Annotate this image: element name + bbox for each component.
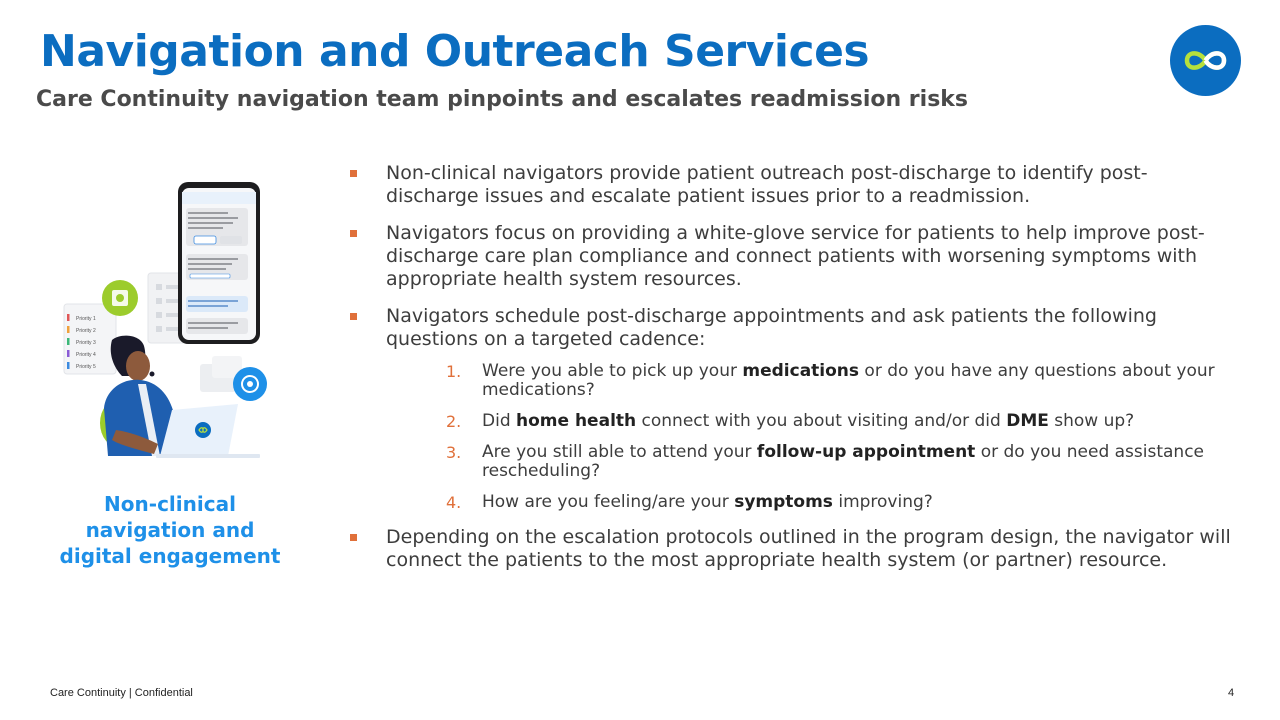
square-bullet-icon bbox=[350, 534, 357, 541]
phone-illustration bbox=[178, 182, 260, 344]
navigator-illustration bbox=[60, 178, 280, 463]
caption-line-2: navigation and bbox=[85, 518, 255, 542]
brain-gear-badge-icon bbox=[233, 367, 267, 401]
navigator-person bbox=[100, 336, 176, 456]
question-keyword: follow-up appointment bbox=[756, 442, 976, 462]
question-text: Are you still able to attend your bbox=[482, 442, 757, 462]
question-keyword: symptoms bbox=[734, 492, 833, 512]
question-item bbox=[446, 412, 1240, 431]
priority-1-label: Priority 1 bbox=[76, 316, 96, 322]
bullet-item bbox=[350, 162, 1240, 208]
question-list bbox=[386, 362, 1240, 512]
bullet-text: Navigators schedule post-discharge appointments and ask patients the following questions on a targeted cadence: bbox=[386, 305, 1157, 350]
page-subtitle: Care Continuity navigation team pinpoints and escalates readmission risks bbox=[36, 87, 969, 112]
services-bullet-list bbox=[350, 162, 1240, 586]
infinity-logo-icon bbox=[1170, 25, 1241, 96]
question-keyword: DME bbox=[1006, 411, 1049, 431]
page-title: Navigation and Outreach Services bbox=[40, 26, 870, 77]
question-text: How are you feeling/are your bbox=[482, 492, 735, 512]
question-text: show up? bbox=[1048, 411, 1135, 431]
square-bullet-icon bbox=[350, 170, 357, 177]
question-keyword: home health bbox=[516, 411, 637, 431]
question-item bbox=[446, 493, 1240, 512]
caption-line-1: Non-clinical bbox=[104, 492, 236, 516]
bullet-text: Navigators focus on providing a white-glove service for patients to help improve post-discharge care plan compliance and connect patients with worsening symptoms with appropriate health system resources. bbox=[386, 222, 1205, 290]
question-number: 1. bbox=[446, 362, 462, 381]
priority-4-label: Priority 4 bbox=[76, 352, 96, 358]
priority-2-label: Priority 2 bbox=[76, 328, 96, 334]
bullet-item bbox=[350, 222, 1240, 291]
question-number: 2. bbox=[446, 412, 462, 431]
bullet-text: Depending on the escalation protocols outlined in the program design, the navigator will connect the patients to the most appropriate health system (or partner) resource. bbox=[386, 526, 1231, 571]
square-bullet-icon bbox=[350, 313, 357, 320]
priority-list-card bbox=[64, 304, 116, 374]
question-keyword: medications bbox=[742, 361, 860, 381]
question-item bbox=[446, 362, 1240, 400]
bullet-text: Non-clinical navigators provide patient outreach post-discharge to identify post-discharge issues and escalate patient issues prior to a readmission. bbox=[386, 162, 1148, 207]
question-text: connect with you about visiting and/or did bbox=[636, 411, 1007, 431]
footer-confidential: Care Continuity | Confidential bbox=[50, 687, 193, 699]
question-text: Did bbox=[482, 411, 517, 431]
question-item bbox=[446, 443, 1240, 481]
priority-5-label: Priority 5 bbox=[76, 364, 96, 370]
laptop-illustration bbox=[156, 404, 260, 458]
gear-badge-icon bbox=[102, 280, 138, 316]
bullet-item bbox=[350, 526, 1240, 572]
illustration-caption bbox=[50, 491, 290, 569]
caption-line-3: digital engagement bbox=[59, 544, 281, 568]
bullet-item bbox=[350, 305, 1240, 512]
priority-3-label: Priority 3 bbox=[76, 340, 96, 346]
square-bullet-icon bbox=[350, 230, 357, 237]
question-text: or do you have any questions about your medications? bbox=[482, 361, 1215, 400]
question-text: Were you able to pick up your bbox=[482, 361, 743, 381]
page-number: 4 bbox=[1228, 687, 1235, 699]
question-number: 3. bbox=[446, 443, 462, 462]
question-text: improving? bbox=[832, 492, 933, 512]
question-number: 4. bbox=[446, 493, 462, 512]
question-text: or do you need assistance rescheduling? bbox=[482, 442, 1205, 481]
